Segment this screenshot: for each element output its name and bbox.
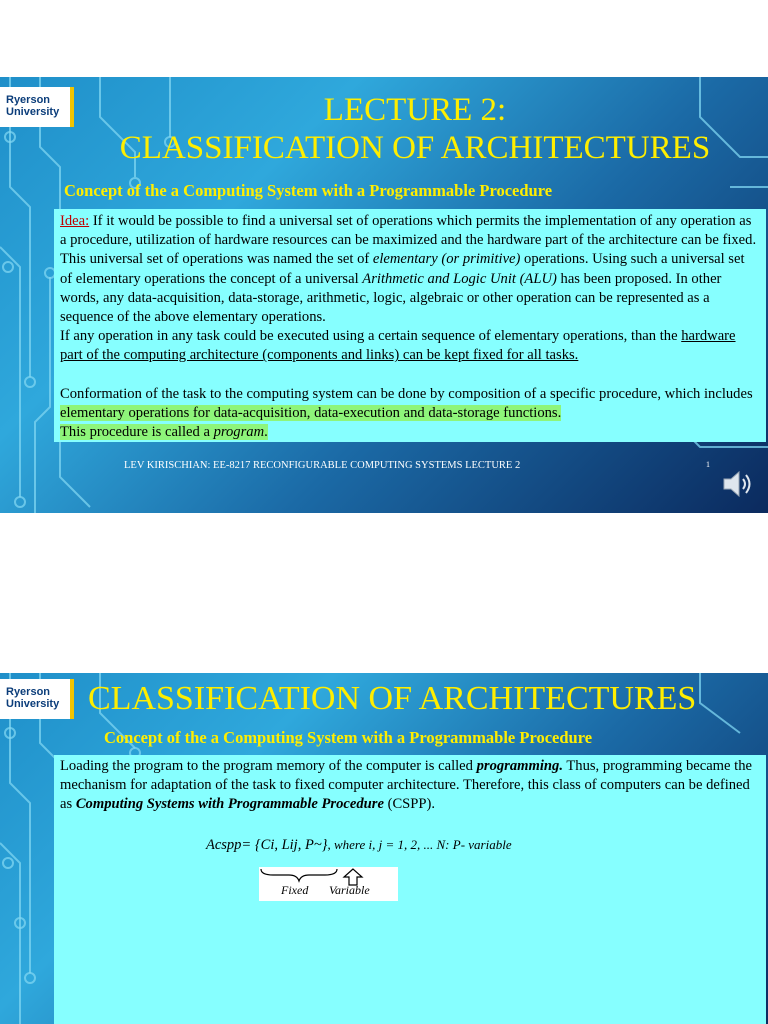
highlight-program-definition: This procedure is called a program. [60, 424, 268, 441]
fixed-variable-annotation [259, 867, 398, 901]
slide-1-page-number: 1 [706, 460, 710, 469]
paragraph-fixed-hardware: If any operation in any task could be executed using a certain sequence of elementary operations, than the hardware part of the computing architecture (components and links) can be kept fixed for all tasks. [60, 328, 736, 364]
slide-2-content-box [54, 755, 766, 1024]
university-logo: Ryerson University [0, 87, 70, 127]
cspp-formula: Acspp= {Ci, Lij, P~}, where i, j = 1, 2, ... N: P- variable [206, 837, 512, 853]
slide-1 [0, 77, 768, 513]
speaker-icon[interactable] [722, 469, 758, 499]
slide-2-subtitle: Concept of the a Computing System with a Programmable Procedure [104, 728, 593, 747]
slide-1-content-box [54, 209, 766, 442]
slide-1-title-line-2: CLASSIFICATION OF ARCHITECTURES [119, 130, 711, 166]
paragraph-programming: Loading the program to the program memory of the computer is called programming. Thus, programming became the mechanism for adaptation of the task to fixed computer architecture. Therefore, this class of computers can be defined as Computing Systems with Programmable Procedure (CSPP). [60, 758, 752, 813]
paragraph-conformation: Conformation of the task to the computing system can be done by composition of a specific procedure, which includes elementary operations for data-acquisition, data-execution and data-storage functions. This procedure is called a program. [60, 385, 753, 441]
slide-1-title-line-1: LECTURE 2: [323, 92, 507, 128]
slide-2-title: CLASSIFICATION OF ARCHITECTURES [88, 680, 697, 717]
label-variable: Variable [329, 883, 370, 897]
idea-label: Idea: [60, 213, 90, 229]
label-fixed: Fixed [281, 883, 309, 897]
highlight-elementary-ops: elementary operations for data-acquisition, data-execution and data-storage functions. [60, 404, 562, 421]
slide-2 [0, 673, 768, 1024]
slide-1-subtitle: Concept of the a Computing System with a Programmable Procedure [64, 181, 553, 200]
university-logo: Ryerson University [0, 679, 70, 719]
slide-1-footer: LEV KIRISCHIAN: EE-8217 RECONFIGURABLE COMPUTING SYSTEMS LECTURE 2 [124, 460, 521, 471]
paragraph-idea: Idea: If it would be possible to find a universal set of operations which permits the implementation of any operation as a procedure, utilization of hardware resources can be maximized and the hardware part of the architecture can be fixed. This universal set of operations was named the set of elementary (or primitive) operations. Using such a universal set of elementary operations the concept of a universal Arithmetic and Logic Unit (ALU) has been proposed. In other words, any data-acquisition, data-storage, arithmetic, logic, algebraic or other operation can be represented as a sequence of the above elementary operations. [60, 213, 757, 326]
